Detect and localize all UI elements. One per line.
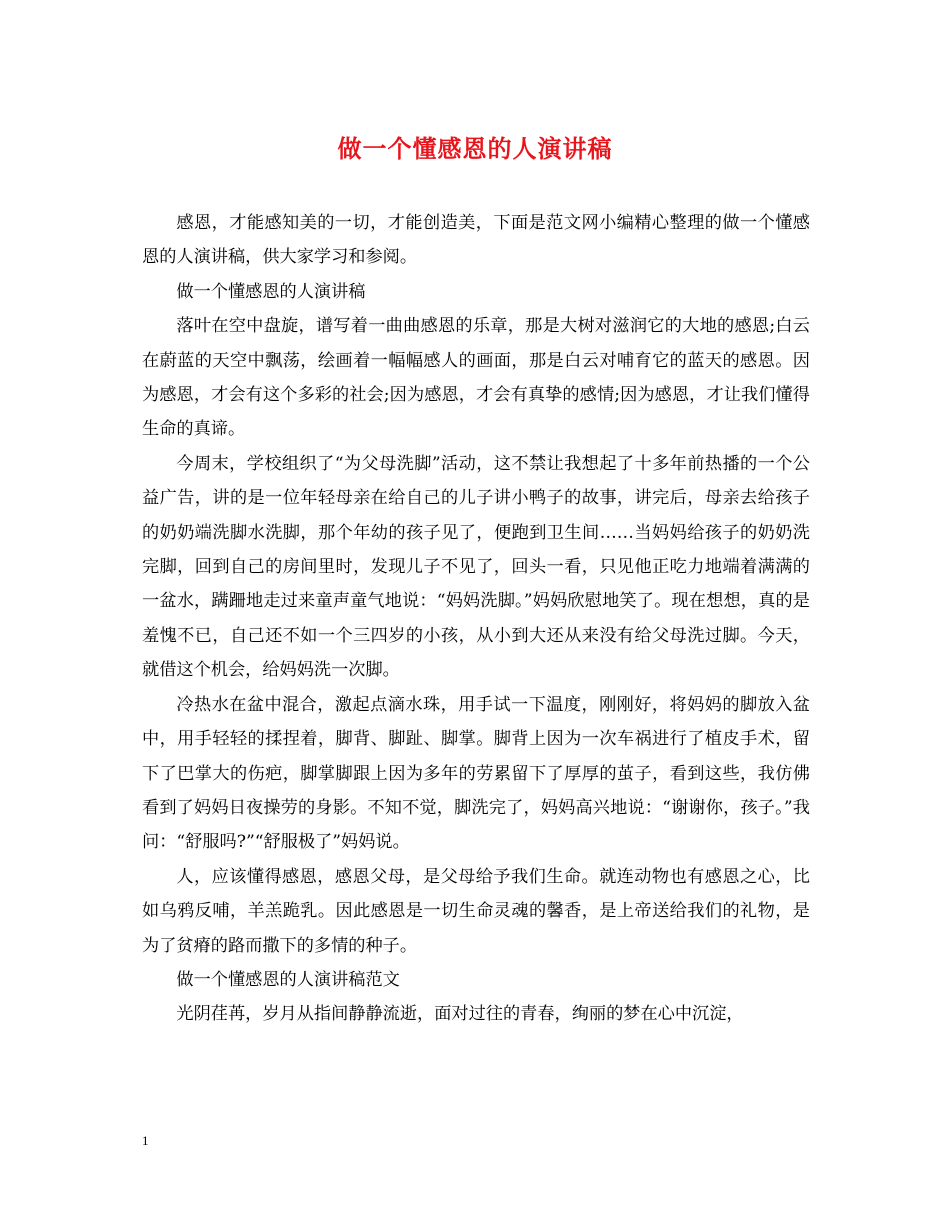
body-paragraph: 冷热水在盆中混合，激起点滴水珠，用手试一下温度，刚刚好，将妈妈的脚放入盆中，用手轻轻的揉捏着，脚背、脚趾、脚掌。脚背上因为一次车祸进行了植皮手术，留下了巴掌大的伤疤，脚掌脚跟上因为多年的劳累留下了厚厚的茧子，看到这些，我仿佛看到了妈妈日夜操劳的身影。不知不觉，脚洗完了，妈妈高兴地说：“谢谢你，孩子。”我问：“舒服吗?”“舒服极了”妈妈说。 xyxy=(142,694,810,853)
body-paragraph: 光阴荏苒，岁月从指间静静流逝，面对过往的青春，绚丽的梦在心中沉淀， xyxy=(176,1004,744,1025)
body-paragraph: 落叶在空中盘旋，谱写着一曲曲感恩的乐章，那是大树对滋润它的大地的感恩;白云在蔚蓝的天空中飘荡，绘画着一幅幅感人的画面，那是白云对哺育它的蓝天的感恩。因为感恩，才会有这个多彩的社会;因为感恩，才会有真挚的感情;因为感恩，才让我们懂得生命的真谛。 xyxy=(142,316,810,440)
body-paragraph: 人，应该懂得感恩，感恩父母，是父母给予我们生命。就连动物也有感恩之心，比如乌鸦反哺，羊羔跪乳。因此感恩是一切生命灵魂的馨香，是上帝送给我们的礼物，是为了贫瘠的路而撒下的多情的种子。 xyxy=(142,866,810,956)
body-paragraph: 今周末，学校组织了“为父母洗脚”活动，这不禁让我想起了十多年前热播的一个公益广告，讲的是一位年轻母亲在给自己的儿子讲小鸭子的故事，讲完后，母亲去给孩子的奶奶端洗脚水洗脚，那个年幼的孩子见了，便跑到卫生间……当妈妈给孩子的奶奶洗完脚，回到自己的房间里时，发现儿子不见了，回头一看，只见他正吃力地端着满满的一盆水，蹒跚地走过来童声童气地说：“妈妈洗脚。”妈妈欣慰地笑了。现在想想，真的是羞愧不已，自己还不如一个三四岁的小孩，从小到大还从来没有给父母洗过脚。今天，就借这个机会，给妈妈洗一次脚。 xyxy=(142,453,810,681)
page-number: 1 xyxy=(142,1133,149,1148)
document-body xyxy=(142,206,810,1032)
document-title: 做一个懂感恩的人演讲稿 xyxy=(337,134,613,163)
section-heading: 做一个懂感恩的人演讲稿 xyxy=(176,281,366,302)
intro-paragraph: 感恩，才能感知美的一切，才能创造美，下面是范文网小编精心整理的做一个懂感恩的人演讲稿，供大家学习和参阅。 xyxy=(142,213,810,268)
section-heading: 做一个懂感恩的人演讲稿范文 xyxy=(176,969,400,990)
